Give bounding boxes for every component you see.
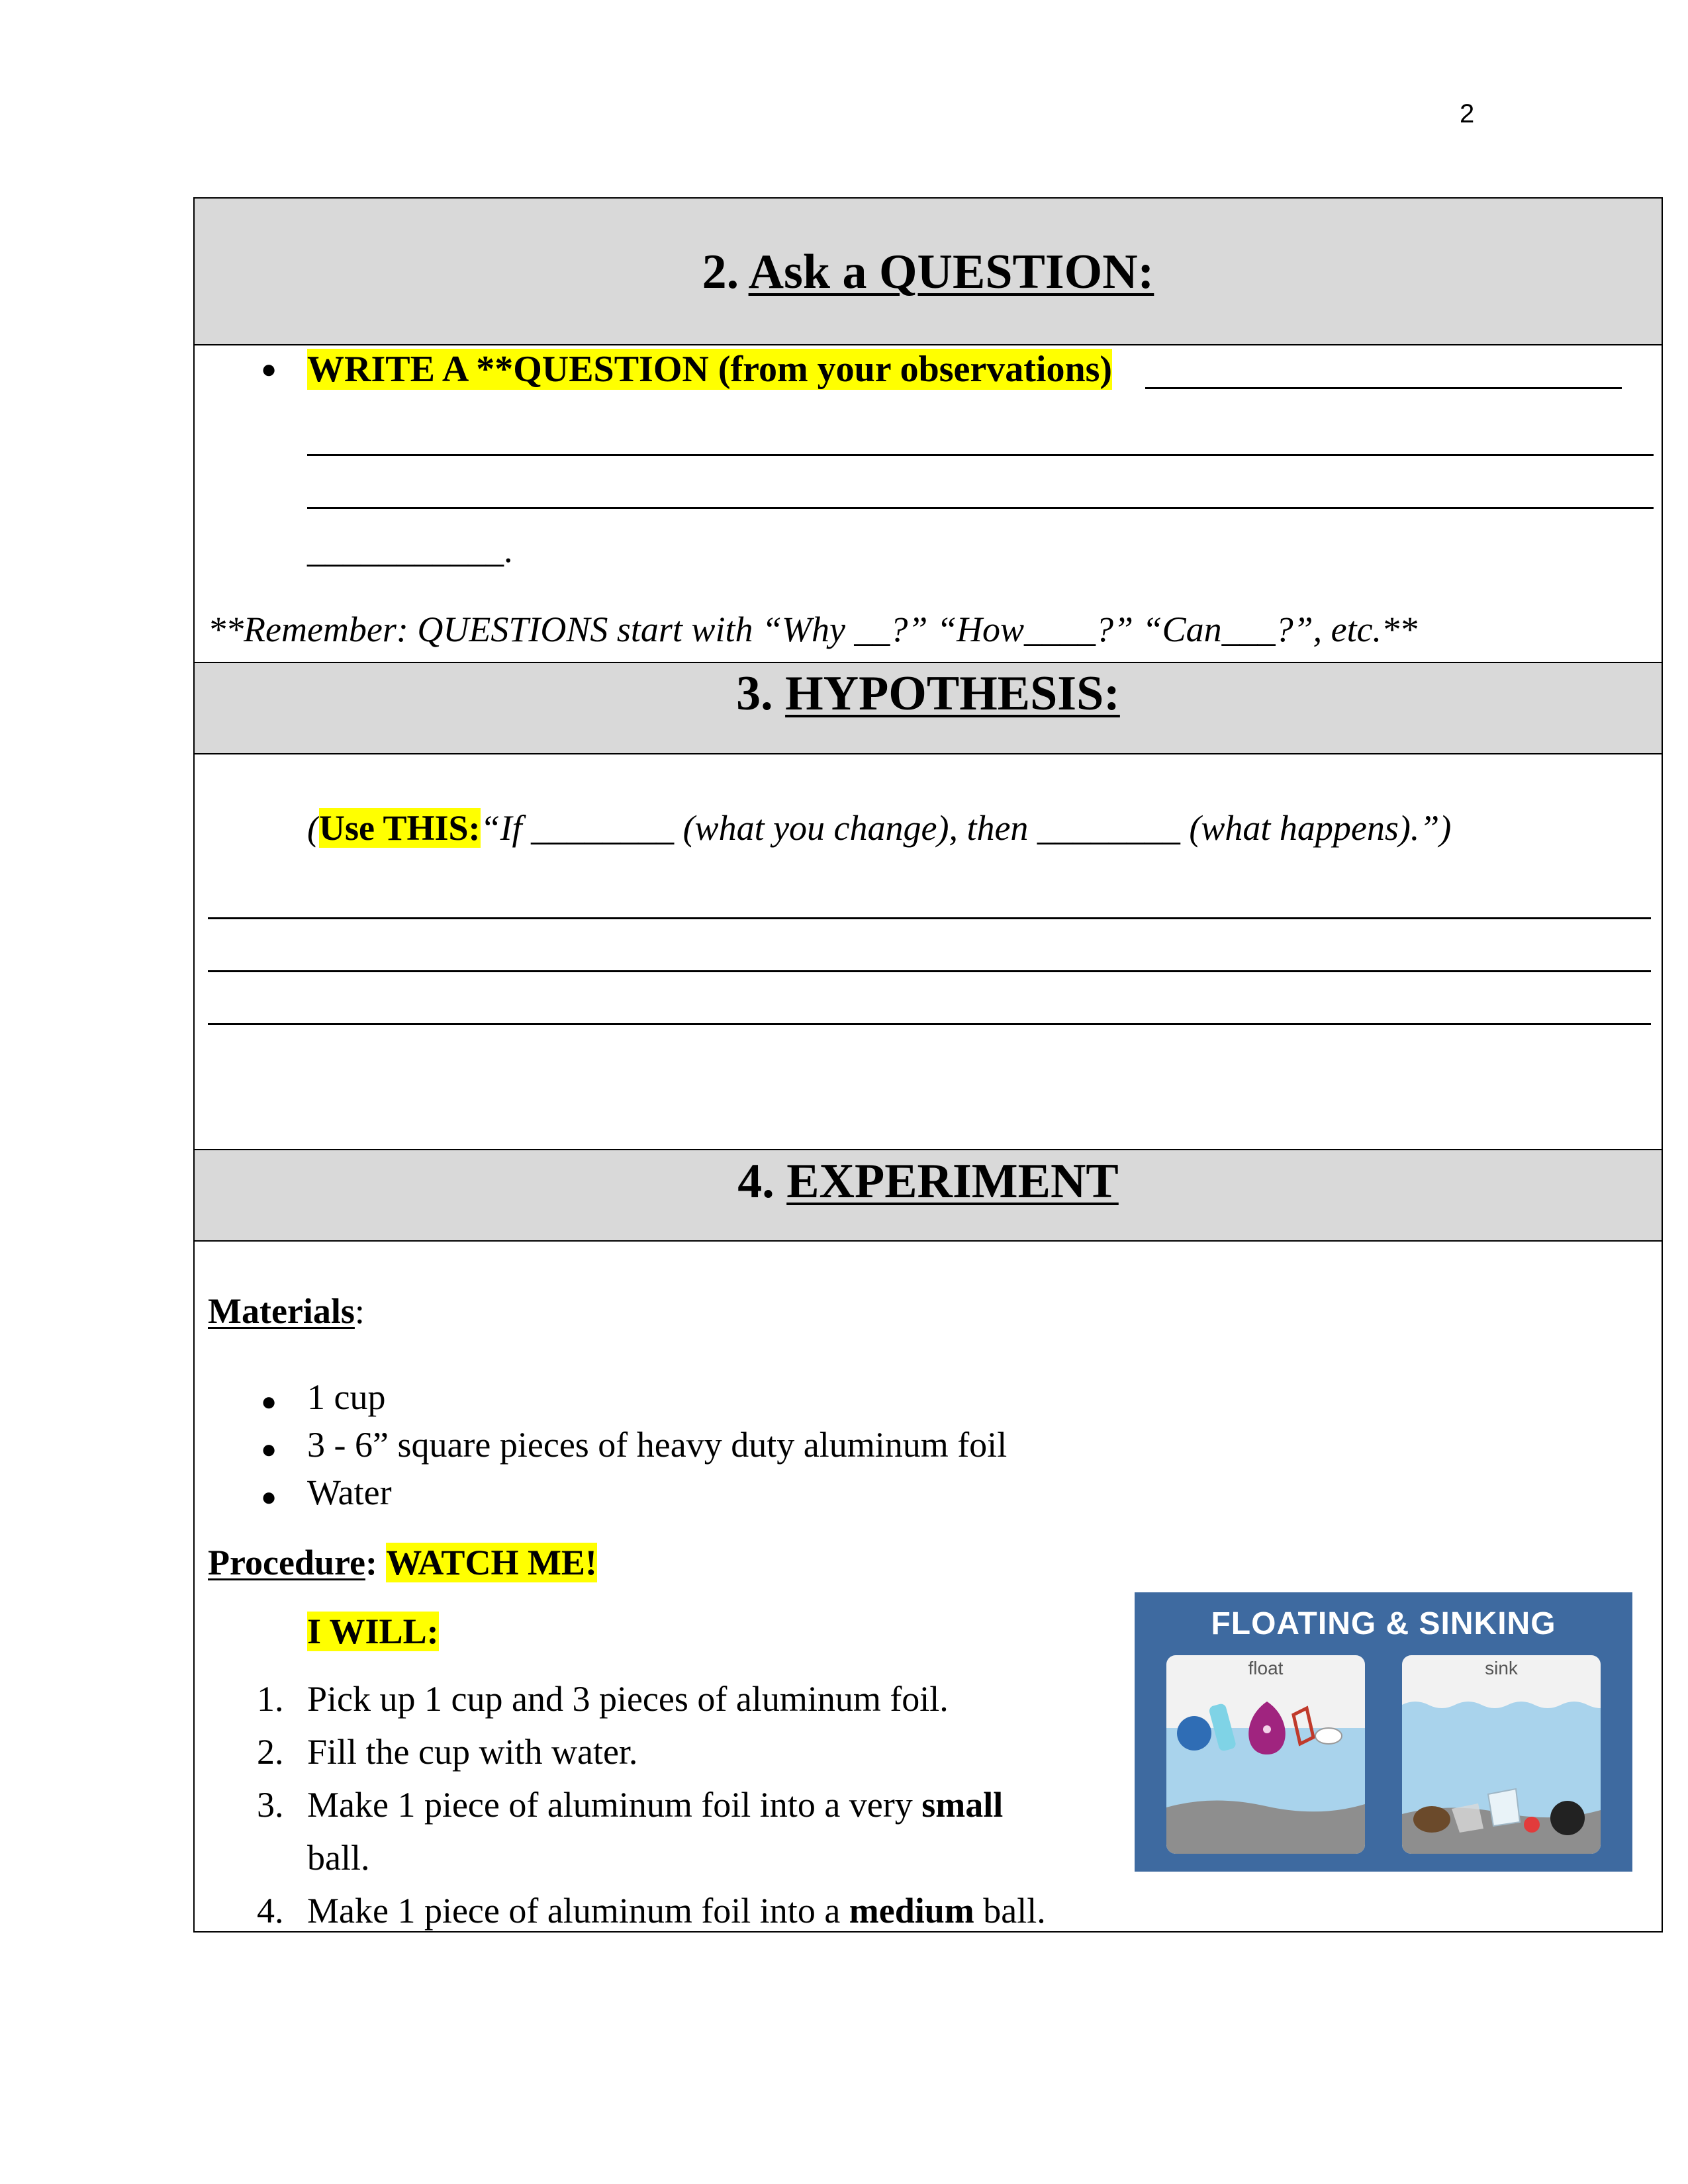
procedure-heading: Procedure: WATCH ME! [208,1543,597,1582]
answer-line [208,1023,1651,1025]
hypothesis-header [195,662,1662,754]
step-number: 4. [257,1891,284,1931]
step-text: Make 1 piece of aluminum foil into a very small [307,1785,1004,1825]
materials-heading: Materials: [208,1291,365,1331]
answer-line [307,507,1654,509]
answer-line [1145,387,1622,389]
question-header [195,199,1662,345]
page-number: 2 [1460,99,1475,128]
question-title: Ask a QUESTION: [748,245,1154,299]
question-reminder: **Remember: QUESTIONS start with “Why __?” “How____?” “Can___?”, etc.** [208,610,1418,649]
experiment-header [195,1149,1662,1242]
hypothesis-number: 3. [736,666,773,721]
step-text: Fill the cup with water. [307,1732,638,1772]
answer-line [208,970,1651,972]
sink-illustration [1402,1655,1601,1854]
hypothesis-instruction: (Use THIS:“If ________ (what you change), then ________ (what happens).”) [307,808,1452,848]
step-text-continued: ball. [307,1838,370,1878]
step-number: 1. [257,1679,284,1719]
bullet-icon: ● [261,1482,277,1512]
experiment-number: 4. [737,1154,774,1208]
hypothesis-template: “If ________ (what you change), then ________ (what happens).”) [480,808,1452,848]
use-this-label: Use THIS: [318,808,481,848]
float-panel [1166,1655,1365,1854]
sink-panel [1402,1655,1601,1854]
material-item: 1 cup [307,1377,386,1417]
bullet-icon: ● [261,1434,277,1464]
step-text: Pick up 1 cup and 3 pieces of aluminum foil. [307,1679,949,1719]
watch-me-label: WATCH ME! [386,1543,597,1582]
experiment-title: EXPERIMENT [786,1154,1119,1208]
worksheet-table [193,197,1663,1933]
question-number: 2. [702,245,739,299]
figure-title: FLOATING & SINKING [1211,1606,1556,1641]
answer-line [208,917,1651,919]
step-number: 2. [257,1732,284,1772]
bullet-icon: ● [261,1387,277,1416]
step-number: 3. [257,1785,284,1825]
float-label: float [1248,1658,1284,1678]
i-will-label: I WILL: [307,1612,439,1651]
sink-label: sink [1485,1658,1518,1678]
floating-sinking-image [1135,1592,1632,1872]
question-prompt: WRITE A **QUESTION (from your observations) [307,349,1113,390]
answer-line [307,454,1654,456]
material-item: Water [307,1473,392,1512]
material-item: 3 - 6” square pieces of heavy duty aluminum foil [307,1425,1008,1465]
answer-line-end: ___________. [307,530,513,570]
step-text: Make 1 piece of aluminum foil into a medium ball. [307,1891,1046,1931]
float-illustration [1166,1655,1365,1854]
bullet-icon: ● [261,354,277,384]
hypothesis-title: HYPOTHESIS: [785,666,1120,721]
